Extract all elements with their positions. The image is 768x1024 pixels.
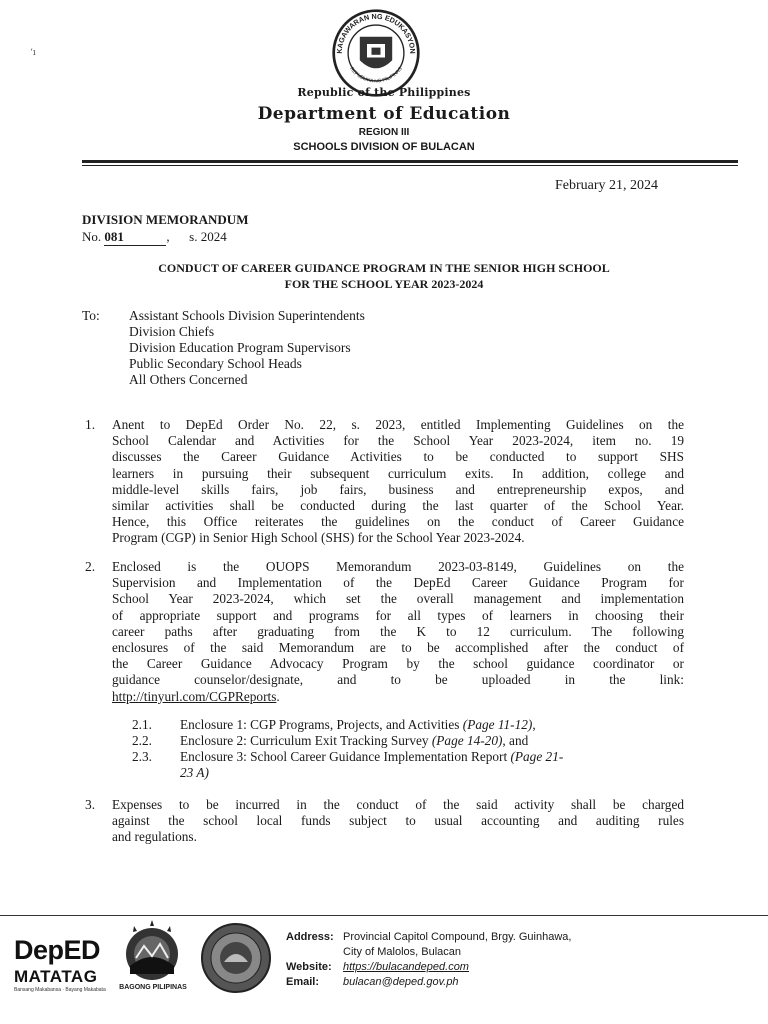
enclosure-item [180,733,528,749]
enclosure-item-continuation [180,765,209,781]
paragraph-line: enclosures of the said Memorandum are to be accomplished after the conduct of [112,640,684,656]
region-heading: REGION III [358,127,410,138]
deped-seal-logo [331,8,421,98]
paragraph-line: Anent to DepEd Order No. 22, s. 2023, entitled Implementing Guidelines on the [112,417,684,432]
paragraph-line: against the school local funds subject to usual accounting and auditing rules [112,813,684,829]
enclosure-number: 2.1. [132,717,152,732]
enclosure-text: Enclosure 3: School Career Guidance Implementation Report [180,749,511,764]
department-heading: Department of Education [257,104,511,124]
paragraph-line: learners in pursuing their subsequent curriculum exits. In addition, college and [112,465,684,481]
seal-top-text: KAGAWARAN NG EDUKASYON [334,11,418,54]
memo-number-prefix: No. [82,229,102,244]
division-heading: SCHOOLS DIVISION OF BULACAN [293,141,475,153]
to-label: To: [82,308,100,323]
enclosure-list [132,717,692,787]
paragraph-2 [112,559,684,705]
republic-heading: Republic of the Philippines [297,86,471,99]
deped-wordmark: DepED [14,935,101,965]
paragraph-line: Hence, this Office reiterates the guidelines on the conduct of Career Guidance [112,514,684,530]
enclosure-tail: , and [502,733,529,748]
seal-bottom-text: REPUBLIKA NG PILIPINAS [348,66,404,85]
memo-number-line: No. 081 , s. 2024 [82,229,227,244]
website-label: Website: [286,961,332,973]
paragraph-line: and regulations. [112,829,197,845]
enclosure-page-ref: (Page 21- [510,749,564,764]
enclosure-item [180,749,563,765]
footer-rule [0,915,768,916]
paragraph-1 [112,417,684,547]
recipient-list [129,308,365,388]
paragraph-2-number: 2. [85,559,96,574]
paragraph-line: School Calendar and Activities for the School Year 2023-2024, item no. 19 [112,433,684,449]
paragraph-line: the Career Guidance Advocacy Program by the school guidance coordinator or [112,656,684,672]
paragraph-line: Program (CGP) in Senior High School (SHS) for the School Year 2023-2024. [112,530,525,546]
address-label: Address: [286,931,334,943]
memo-series: s. 2024 [189,229,227,244]
deped-matatag-logo [14,935,106,993]
recipient-item: All Others Concerned [129,372,248,387]
cgp-reports-link[interactable]: http://tinyurl.com/CGPReports [112,688,277,704]
header-rule-thick [82,160,738,163]
paragraph-line: Enclosed is the OUOPS Memorandum 2023-03-8149, Guidelines on the [112,559,684,574]
link-suffix: . [276,688,280,704]
memo-title-line-1: CONDUCT OF CAREER GUIDANCE PROGRAM IN THE SENIOR HIGH SCHOOL [158,261,610,275]
bagong-pilipinas-logo [112,918,192,994]
enclosure-number: 2.2. [132,733,152,748]
enclosure-tail: , [532,717,536,732]
paragraph-1-number: 1. [85,417,96,432]
contact-block [286,930,616,1000]
paragraph-line: Supervision and Implementation of the DepEd Career Guidance Program for [112,575,684,591]
memo-title-line-2: FOR THE SCHOOL YEAR 2023-2024 [284,277,484,291]
scan-mark: ‘ı [30,48,36,58]
recipient-item: Division Education Program Supervisors [129,340,351,355]
email-label: Email: [286,976,320,988]
enclosure-page-ref: (Page 11-12) [462,717,533,732]
email-value[interactable]: bulacan@deped.gov.ph [343,976,459,988]
recipient-item: Assistant Schools Division Superintendents [129,308,365,323]
paragraph-line: career paths after graduating from the K to 12 curriculum. The following [112,623,684,639]
bagong-pilipinas-text: BAGONG PILIPINAS [119,984,187,991]
enclosure-page-ref: (Page 14-20) [431,733,503,748]
website-link[interactable]: https://bulacandeped.com [343,961,469,973]
matatag-tagline: Bansang Makabansa · Bayang Makabata [14,987,106,993]
memo-number-value: 081 [104,229,166,246]
paragraph-3 [112,797,684,846]
paragraph-line: discusses the Career Guidance Activities to be conducted to support SHS [112,449,684,465]
paragraph-line: of appropriate support and programs for all types of learners in choosing their [112,607,684,623]
memo-type-label: DIVISION MEMORANDUM [82,212,249,227]
enclosure-text: Enclosure 2: Curriculum Exit Tracking Survey [180,733,432,748]
enclosure-text: Enclosure 1: CGP Programs, Projects, and Activities [180,717,463,732]
recipient-item: Division Chiefs [129,324,215,339]
paragraph-line: middle-level skills fairs, job fairs, business and entrepreneurship expos, and [112,481,684,497]
paragraph-line: similar activities shall be conducted during the last quarter of the School Year. [112,498,684,514]
paragraph-link-line [112,689,684,705]
memo-date: February 21, 2024 [554,178,658,193]
address-line-1: Provincial Capitol Compound, Brgy. Guinhawa, [343,931,572,943]
svg-text:REPUBLIKA NG PILIPINAS [348,66,404,85]
enclosure-item [180,717,536,733]
paragraph-line: Expenses to be incurred in the conduct of the said activity shall be charged [112,797,684,812]
recipient-item: Public Secondary School Heads [129,356,302,371]
enclosure-number: 2.3. [132,749,152,764]
address-line-2: City of Malolos, Bulacan [343,946,461,958]
paragraph-3-number: 3. [85,797,96,812]
sdo-bulacan-seal [200,922,272,994]
enclosure-page-ref-cont: 23 A) [180,765,209,780]
paragraph-line: guidance counselor/designate, and to be uploaded in the link: [112,672,684,688]
header-rule-thin [82,165,738,166]
paragraph-line: School Year 2023-2024, which set the overall management and implementation [112,591,684,607]
matatag-wordmark: MATATAG [14,967,98,986]
